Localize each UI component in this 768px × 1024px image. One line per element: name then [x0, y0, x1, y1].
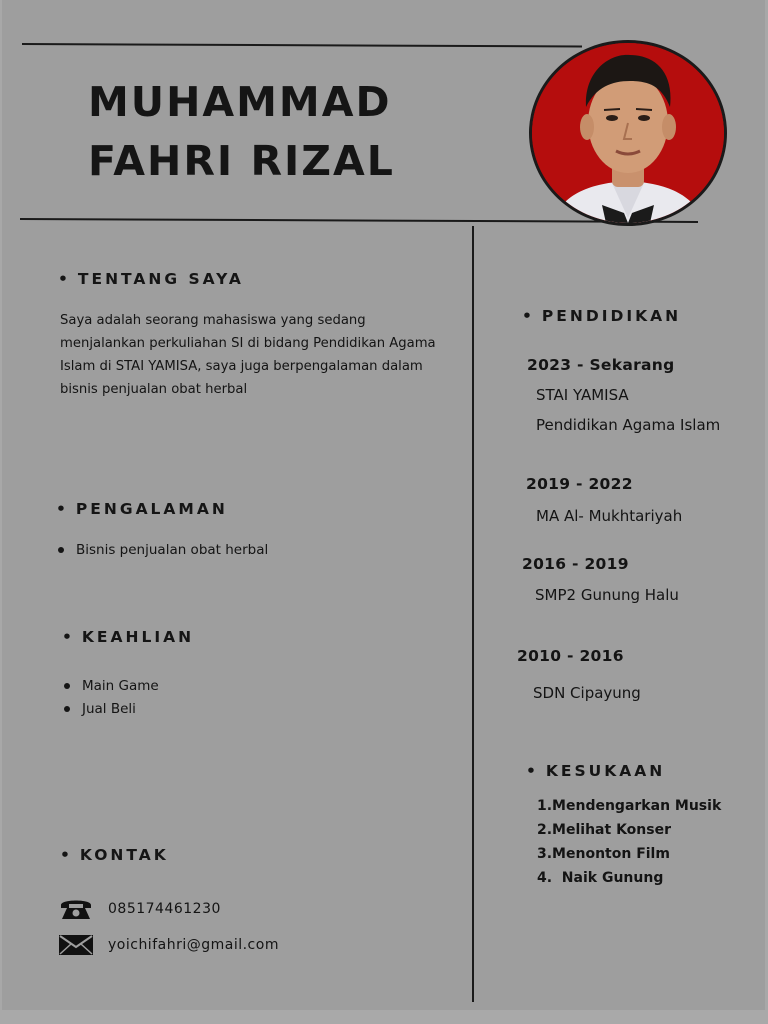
education-years: 2010 - 2016: [517, 647, 624, 665]
email-address: yoichifahri@gmail.com: [108, 937, 279, 953]
list-item: Jual Beli: [62, 698, 159, 721]
page-border-left: [0, 0, 2, 1010]
section-title-contact: [60, 846, 169, 864]
education-years: 2023 - Sekarang: [527, 356, 675, 374]
list-item: Main Game: [62, 675, 159, 698]
education-school: MA Al- Mukhtariyah: [536, 507, 683, 525]
hobbies-list: [537, 794, 721, 890]
section-title-about: [58, 270, 244, 288]
education-years: 2016 - 2019: [522, 555, 629, 573]
experience-list: [56, 539, 268, 562]
phone-number: 085174461230: [108, 901, 221, 917]
section-title-skills: [62, 628, 194, 646]
bullet-dot: •: [60, 846, 70, 864]
page-border-bottom: [0, 1010, 768, 1024]
name-last: FAHRI RIZAL: [88, 137, 395, 185]
education-years: 2019 - 2022: [526, 475, 633, 493]
profile-photo: [529, 40, 727, 226]
skills-title-text: KEAHLIAN: [81, 628, 195, 646]
phone-icon: [58, 896, 94, 922]
bullet-dot: •: [62, 628, 72, 646]
about-text: Saya adalah seorang mahasiswa yang sedang menjalankan perkuliahan SI di bidang Pendidikan Agama Islam di STAI YAMISA, saya juga berpengalaman dalam bisnis penjualan obat herbal: [60, 313, 436, 397]
envelope-icon: [58, 932, 94, 958]
skills-list: [62, 675, 159, 721]
bullet-dot: •: [56, 500, 66, 518]
name-first: MUHAMMAD: [88, 78, 392, 126]
section-title-hobbies: [526, 762, 665, 780]
bullet-dot: •: [58, 270, 68, 288]
about-title-text: TENTANG SAYA: [77, 270, 244, 288]
contact-phone-row: [58, 896, 221, 922]
education-major: Pendidikan Agama Islam: [536, 416, 721, 434]
contact-email-row: [58, 932, 279, 958]
education-school: STAI YAMISA: [536, 386, 629, 404]
header-top-rule: [22, 43, 582, 47]
education-school: SMP2 Gunung Halu: [535, 586, 679, 604]
education-school: SDN Cipayung: [533, 684, 641, 702]
bullet-dot: •: [522, 307, 532, 325]
list-item: 3.Menonton Film: [537, 846, 670, 862]
column-divider: [472, 226, 474, 1002]
list-item: Bisnis penjualan obat herbal: [56, 539, 268, 562]
bullet-dot: •: [526, 762, 536, 780]
list-item: 1.Mendengarkan Musik: [537, 798, 722, 814]
contact-title-text: KONTAK: [79, 846, 169, 864]
experience-title-text: PENGALAMAN: [75, 500, 228, 518]
list-item: 4. Naik Gunung: [537, 870, 664, 886]
education-title-text: PENDIDIKAN: [541, 307, 682, 325]
section-title-education: [522, 307, 681, 325]
hobbies-title-text: KESUKAAN: [545, 762, 666, 780]
list-item: 2.Melihat Konser: [537, 822, 671, 838]
section-title-experience: [56, 500, 228, 518]
